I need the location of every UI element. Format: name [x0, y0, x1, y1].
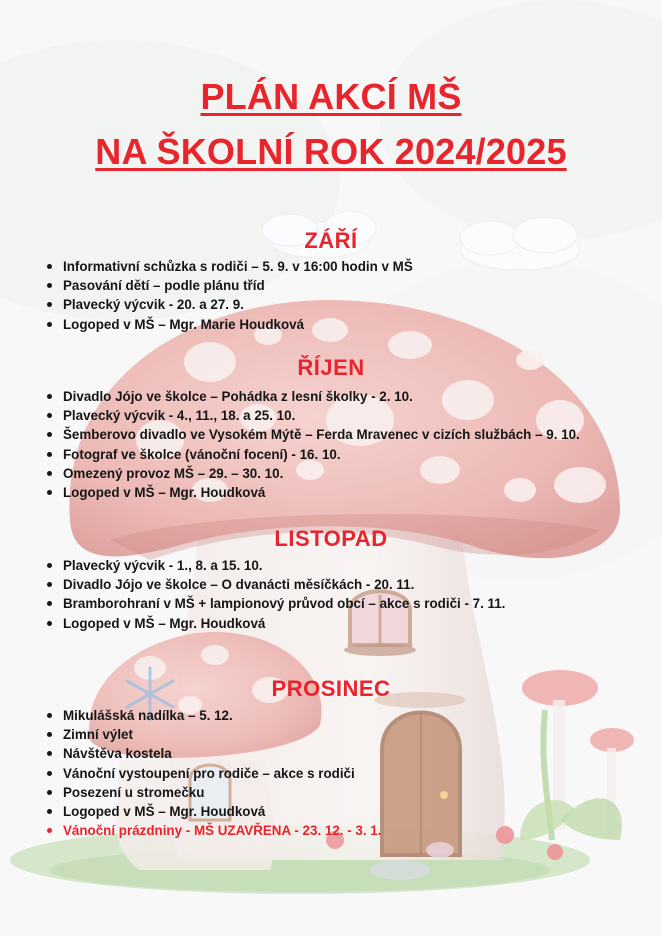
bullet-icon — [47, 771, 52, 776]
list-item — [44, 725, 381, 744]
list-item — [44, 614, 505, 633]
section-heading-rijen: ŘÍJEN — [297, 355, 365, 380]
list-item-highlight — [44, 821, 381, 840]
bullet-icon — [47, 621, 52, 626]
list-item-text: Plavecký výcvik - 1., 8. a 15. 10. — [63, 558, 263, 573]
list-item — [44, 706, 381, 725]
bullet-icon — [47, 322, 52, 327]
list-item — [44, 783, 381, 802]
bullet-icon — [47, 732, 52, 737]
bullet-icon — [47, 490, 52, 495]
bullet-icon — [47, 563, 52, 568]
list-item — [44, 483, 580, 502]
list-item-text: Logoped v MŠ – Mgr. Houdková — [63, 484, 266, 500]
list-item-text: Informativní schůzka s rodiči – 5. 9. v 16:00 hodin v MŠ — [63, 259, 413, 274]
section-heading-prosinec: PROSINEC — [271, 676, 391, 701]
list-item — [44, 744, 381, 763]
list-item-text: Bramborohraní v MŠ + lampionový průvod obcí – akce s rodiči - 7. 11. — [63, 596, 506, 612]
list-item-text: Šemberovo divadlo ve Vysokém Mýtě – Ferda Mravenec v cizích službách – 9. 10. — [63, 427, 580, 443]
bullet-icon — [47, 394, 52, 399]
section-list-zari — [44, 257, 413, 334]
section-list-prosinec — [44, 706, 381, 840]
bullet-icon — [47, 283, 52, 288]
list-item — [44, 445, 580, 464]
list-item — [44, 315, 413, 334]
list-item — [44, 257, 413, 276]
bullet-icon — [47, 751, 52, 756]
page-title-line-1: PLÁN AKCÍ MŠ — [200, 76, 462, 117]
list-item — [44, 276, 413, 295]
list-item — [44, 594, 505, 613]
list-item — [44, 425, 580, 444]
list-item — [44, 802, 381, 821]
list-item — [44, 387, 580, 406]
list-item — [44, 556, 505, 575]
list-item — [44, 295, 413, 314]
list-item — [44, 764, 381, 783]
list-item-text: Plavecký výcvik - 4., 11., 18. a 25. 10. — [63, 408, 296, 424]
list-item-text: Fotograf ve školce (vánoční focení) - 16. 10. — [63, 446, 341, 462]
list-item — [44, 406, 580, 425]
list-item-text: Vánoční vystoupení pro rodiče – akce s rodiči — [63, 765, 355, 781]
list-item-text: Divadlo Jójo ve školce – O dvanácti měsíčkách - 20. 11. — [63, 577, 415, 593]
bullet-icon — [47, 601, 52, 606]
page-title-line-2: NA ŠKOLNÍ ROK 2024/2025 — [95, 131, 567, 172]
bullet-icon — [47, 809, 52, 814]
section-heading-listopad: LISTOPAD — [274, 526, 388, 551]
list-item-text: Divadlo Jójo ve školce – Pohádka z lesní školky - 2. 10. — [63, 389, 413, 404]
list-item-text: Pasování dětí – podle plánu tříd — [63, 278, 265, 294]
section-heading-zari: ZÁŘÍ — [304, 228, 358, 253]
bullet-icon — [47, 471, 52, 476]
bullet-icon — [47, 713, 52, 718]
list-item-text: Zimní výlet — [63, 727, 133, 743]
list-item-text: Plavecký výcvik - 20. a 27. 9. — [63, 297, 244, 313]
list-item — [44, 464, 580, 483]
section-list-rijen — [44, 387, 580, 502]
bullet-icon — [47, 432, 52, 437]
section-list-listopad — [44, 556, 505, 633]
list-item-text: Mikulášská nadílka – 5. 12. — [63, 708, 233, 723]
bullet-icon — [47, 413, 52, 418]
bullet-icon — [47, 302, 52, 307]
list-item-text: Vánoční prázdniny - MŠ UZAVŘENA - 23. 12. - 3. 1. — [63, 823, 382, 839]
list-item — [44, 575, 505, 594]
list-item-text: Logoped v MŠ – Mgr. Marie Houdková — [63, 316, 305, 332]
list-item-text: Logoped v MŠ – Mgr. Houdková — [63, 615, 266, 631]
bullet-icon — [47, 582, 52, 587]
bullet-icon — [47, 790, 52, 795]
list-item-text: Posezení u stromečku — [63, 784, 205, 800]
bullet-icon — [47, 452, 52, 457]
bullet-icon — [47, 828, 52, 833]
list-item-text: Omezený provoz MŠ – 29. – 30. 10. — [63, 465, 284, 481]
list-item-text: Logoped v MŠ – Mgr. Houdková — [63, 803, 266, 819]
list-item-text: Návštěva kostela — [63, 746, 172, 762]
bullet-icon — [47, 264, 52, 269]
